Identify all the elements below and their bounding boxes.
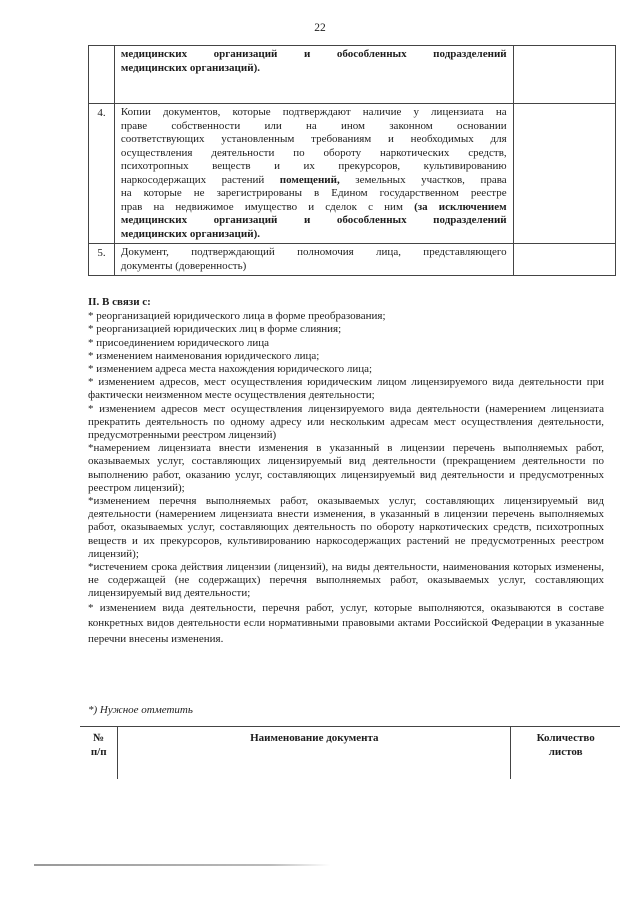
documents-table [88,45,616,276]
row-number-cell: 5. [89,244,115,276]
row-text-line: медицинских организаций). [120,61,260,74]
row-count-cell [513,244,615,276]
list-item: * изменением вида деятельности, перечня работ, услуг, которые выполняются, оказываются в составе конкретных видов деятельности если нормативными правовыми актами Российской Федерации в указанные перечни внесены изменения. [88,601,604,645]
row-text-line: соответствующих установленным требованиям и необходимых для [120,133,507,145]
footnote: *) Нужное отметить [88,704,193,716]
row-text-line: осуществления деятельности по обороту наркотических средств, [120,146,507,159]
table-row [89,46,616,104]
row-text-line: наркосодержащих растений помещений, земельных участков, права [120,173,507,186]
row-number-cell [89,46,115,104]
table-row [89,244,616,276]
list-item: * реорганизацией юридических лиц в форме слияния; [88,323,342,336]
row-text-line: прав на недвижимое имущество и сделок с ним (за исключением [120,200,507,213]
list-item: * изменением адреса места нахождения юридического лица; [88,363,373,376]
row-text-line: Документ, подтверждающий полномочия лица, представляющего [120,246,507,258]
row-text-line: документы (доверенность) [120,259,247,272]
column-header-number: № п/п [80,727,118,780]
table-row [89,104,616,244]
scan-edge-mark [34,864,330,866]
document-list-table [80,726,620,779]
list-item: * изменением адресов, мест осуществления юридическим лицом лицензируемого вида деятельности при фактически неизменном месте осуществления деятельности; [88,376,604,402]
row-description-cell [114,46,513,104]
list-item: * присоединением юридического лица [88,336,269,349]
row-text-line: Копии документов, которые подтверждают наличие у лицензиата на [120,106,507,118]
column-header-count: Количество листов [511,727,620,780]
row-text-line: медицинских организаций). [120,227,260,240]
column-header-name: Наименование документа [118,727,511,780]
list-item: *истечением срока действия лицензии (лицензий), на виды деятельности, наименования которых изменены, не содержащей (не содержащих) перечня выполняемых работ, оказываемых услуг, составляющих лицензируемый вид деятельности; [88,561,604,600]
table-header-row [80,727,620,780]
row-text-line: медицинских организаций и обособленных подразделений [120,214,507,226]
row-count-cell [513,104,615,244]
list-item: *намерением лицензиата внести изменения в указанный в лицензии перечень выполняемых работ, оказываемых услуг, составляющих лицензируемый вид деятельности (прекращением деятельности по выполнению работ, оказанию услуг, составляющих лицензируемый вид деятельности и предусмотренных реестром лицензий); [88,442,604,494]
list-item: * реорганизацией юридического лица в форме преобразования; [88,310,386,323]
list-item: * изменением наименования юридического лица; [88,349,320,362]
list-item: *изменением перечня выполняемых работ, оказываемых услуг, составляющих лицензируемый вид деятельности (намерением лицензиата внести изменения, в указанный в лицензии перечень выполняемых работ, оказываемых услуг, составляющих деятельность по обороту наркотических средств, психотропных веществ и их прекурсоров, культивированию наркосодержащих растений не предусмотренных реестром лицензий); [88,495,604,560]
list-item: * изменением адресов мест осуществления лицензируемого вида деятельности (намерением лицензиата прекратить деятельность по одному адресу или нескольким адресам мест осуществления деятельности, предусмотренными реестром лицензий) [88,402,604,442]
page-number: 22 [314,22,326,34]
section-heading: II. В связи с: [88,296,151,308]
row-text-line: медицинских организаций и обособленных подразделений [120,48,507,60]
row-number-cell: 4. [89,104,115,244]
row-description-cell [114,244,513,276]
row-description-cell [114,104,513,244]
row-text-line: на которые не зарегистрированы в Едином государственном реестре [120,187,507,199]
row-count-cell [513,46,615,104]
row-text-line: праве собственности или на ином законном основании [120,119,507,132]
section-ii [88,296,604,647]
row-text-line: психотропных веществ и их прекурсоров, культивированию [120,160,507,172]
